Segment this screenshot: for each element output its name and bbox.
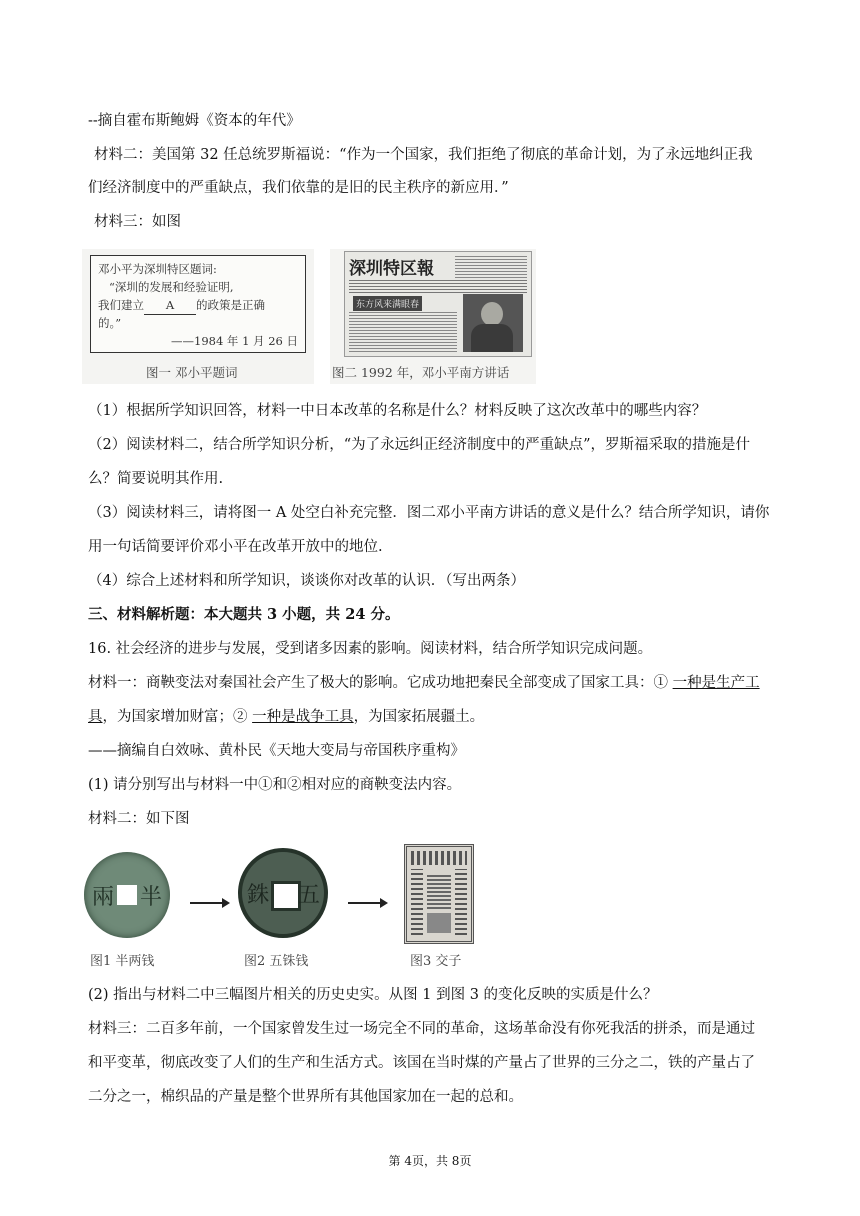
jiaozi-caption: 图3 交子: [410, 954, 462, 969]
fig1-blank-a: A: [144, 296, 196, 315]
ban-liang-coin: [84, 852, 170, 938]
fig1-line4: 的。”: [98, 316, 122, 330]
material1-underline-1-cont: 具: [88, 709, 103, 725]
material3-label: 材料三：如图: [94, 214, 181, 230]
question-16-1: (1) 请分别写出与材料一中①和②相对应的商鞅变法内容。: [88, 777, 462, 793]
wu-zhu-coin: [238, 848, 328, 938]
material2-label: 材料二：如下图: [88, 811, 190, 827]
material3-line1: 材料三：二百多年前，一个国家曾发生过一场完全不同的革命，这场革命没有你死我活的拼杀，而是通过: [88, 1021, 755, 1037]
arrow-1: [190, 902, 228, 904]
fig1-line3-post: 的政策是正确: [196, 298, 265, 312]
question-1: （1）根据所学知识回答，材料一中日本改革的名称是什么？材料反映了这次改革中的哪些内容？: [88, 403, 707, 419]
fig1-date: ——1984 年 1 月 26 日: [171, 334, 298, 348]
arrow-2: [348, 902, 386, 904]
coin1-char-left: 兩: [92, 885, 115, 910]
source-line: --摘自霍布斯鲍姆《资本的年代》: [88, 113, 301, 129]
material1-source: ——摘编自白效咏、黄朴民《天地大变局与帝国秩序重构》: [88, 743, 465, 759]
section-3-heading: 三、材料解析题：本大题共 3 小题，共 24 分。: [88, 606, 400, 623]
coin1-caption: 图1 半两钱: [90, 954, 155, 969]
question-16-intro: 16. 社会经济的进步与发展，受到诸多因素的影响。阅读材料，结合所学知识完成问题。: [88, 641, 653, 657]
newspaper-photo: [463, 294, 523, 352]
page-footer: 第 4页，共 8页: [388, 1154, 472, 1168]
material2-line2: 们经济制度中的严重缺点，我们依靠的是旧的民主秩序的新应用．”: [88, 180, 509, 196]
jiaozi-note: [404, 844, 474, 944]
fig2-caption: 图二 1992 年，邓小平南方讲话: [332, 365, 510, 380]
question-2-line2: 么？简要说明其作用.: [88, 471, 224, 487]
question-16-2: (2) 指出与材料二中三幅图片相关的历史史实。从图 1 到图 3 的变化反映的实质是什么？: [88, 987, 658, 1003]
material1-line2-mid: ，为国家增加财富；②: [102, 709, 253, 725]
material1-line1: 材料一：商鞅变法对秦国社会产生了极大的影响。它成功地把秦民全部变成了国家工具：①: [88, 675, 673, 691]
material2-line1: 材料二：美国第 32 任总统罗斯福说：“作为一个国家，我们拒绝了彻底的革命计划，为了永远地纠正我: [94, 147, 753, 163]
newspaper-masthead: 深圳特区報: [349, 259, 434, 279]
coin2-char-left: 銖: [247, 883, 270, 908]
fig1-line1: 邓小平为深圳特区题词:: [98, 262, 217, 276]
question-3-line2: 用一句话简要评价邓小平在改革开放中的地位.: [88, 539, 383, 555]
material1-line2-post: ，为国家拓展疆土。: [353, 709, 485, 725]
coin2-caption: 图2 五铢钱: [244, 954, 309, 969]
material1-underline-2: 一种是战争工具: [252, 709, 354, 725]
question-4: （4）综合上述材料和所学知识，谈谈你对改革的认识．（写出两条）: [88, 573, 525, 589]
newspaper-headline: 东方风来满眼春: [353, 296, 422, 311]
material1-underline-1: 一种是生产工: [672, 675, 760, 691]
coin1-char-right: 半: [140, 885, 163, 910]
fig1-line2: “深圳的发展和经验证明,: [109, 280, 234, 294]
question-2-line1: （2）阅读材料二，结合所学知识分析，“为了永远纠正经济制度中的严重缺点”，罗斯福采取的措施是什: [88, 437, 751, 453]
coins-figure: [80, 838, 480, 976]
material3-line2: 和平变革，彻底改变了人们的生产和生活方式。该国在当时煤的产量占了世界的三分之二，铁的产量占了: [88, 1055, 755, 1071]
figure-2-newspaper: [330, 249, 536, 384]
figure-1-inscription: [82, 249, 314, 384]
fig1-line3-pre: 我们建立: [98, 298, 144, 312]
material3-line3: 二分之一，棉织品的产量是整个世界所有其他国家加在一起的总和。: [88, 1089, 523, 1105]
question-3-line1: （3）阅读材料三，请将图一 A 处空白补充完整．图二邓小平南方讲话的意义是什么？结合所学知识，请你: [88, 505, 770, 521]
fig1-caption: 图一 邓小平题词: [146, 365, 238, 380]
coin2-char-right: 五: [298, 883, 321, 908]
